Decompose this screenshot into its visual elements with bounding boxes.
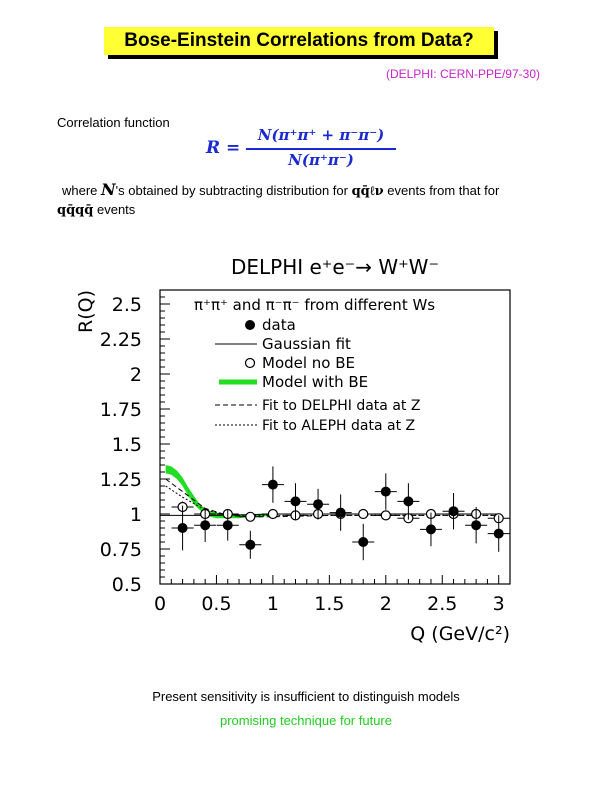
data-point [223, 520, 233, 530]
data-point [245, 540, 255, 550]
formula-denominator: N(π⁺π⁻) [288, 151, 354, 169]
data-point [178, 523, 188, 533]
y-tick-label: 0.5 [111, 574, 142, 596]
x-tick-label: 3 [492, 593, 505, 615]
model-no-be-point [268, 510, 277, 519]
reference-citation: (DELPHI: CERN-PPE/97-30) [385, 67, 540, 81]
process-qqqq: qq̄qq̄ [57, 203, 94, 218]
explanation-line-2 [57, 202, 135, 218]
x-tick-label: 1 [266, 593, 279, 615]
correlation-label: Correlation function [57, 115, 170, 130]
x-axis-label: Q (GeV/c²) [410, 623, 510, 645]
explanation-line-1 [62, 178, 499, 204]
conclusion-text: Present sensitivity is insufficient to distinguish models [152, 689, 460, 704]
data-point [200, 520, 210, 530]
y-tick-label: 2.5 [111, 294, 142, 316]
y-tick-label: 1.25 [99, 469, 142, 491]
chart-title: DELPHI e⁺e⁻→ W⁺W⁻ [230, 255, 440, 279]
data-point [494, 529, 504, 539]
page-title: Bose-Einstein Correlations from Data? [124, 30, 474, 51]
x-tick-label: 0 [153, 593, 167, 615]
y-tick-label: 2 [129, 364, 142, 386]
model-no-be-point [246, 512, 255, 521]
formula-lhs: R = [206, 138, 241, 158]
formula-numerator: N(π⁺π⁺ + π⁻π⁻) [257, 126, 385, 144]
where-events: events [96, 202, 136, 217]
data-point [290, 496, 300, 506]
data-point [336, 508, 346, 518]
future-note: promising technique for future [220, 713, 392, 728]
data-point [358, 537, 368, 547]
correlation-chart [0, 240, 612, 660]
model-no-be-point [359, 510, 368, 519]
y-tick-label: 2.25 [99, 329, 142, 351]
x-tick-label: 1.5 [314, 593, 345, 615]
y-axis-label: R(Q) [75, 290, 97, 333]
legend-entry: Fit to DELPHI data at Z [262, 398, 421, 414]
x-tick-label: 2.5 [427, 593, 458, 615]
data-point [268, 480, 278, 490]
legend-title: π⁺π⁺ and π⁻π⁻ from different Ws [194, 296, 436, 314]
y-tick-label: 0.75 [99, 539, 142, 561]
legend-entry: Gaussian fit [262, 335, 351, 353]
data-point [426, 524, 436, 534]
correlation-formula [206, 126, 396, 170]
x-tick-label: 0.5 [201, 593, 232, 615]
title-banner [104, 27, 494, 55]
legend-data-marker [245, 320, 255, 330]
y-tick-label: 1.75 [99, 399, 142, 421]
x-tick-label: 2 [379, 593, 392, 615]
process-qqlnu: qq̄ℓν [351, 184, 384, 199]
where-suffix: events from that for [387, 183, 500, 198]
legend-entry: Fit to ALEPH data at Z [262, 418, 416, 434]
where-mid: 's obtained by subtracting distribution for [115, 183, 348, 198]
fraction-bar [246, 148, 396, 150]
legend-entry: Model no BE [262, 354, 356, 372]
where-prefix: where [62, 183, 98, 198]
data-point [471, 520, 481, 530]
legend-entry: data [262, 316, 296, 334]
legend-entry: Model with BE [262, 373, 369, 391]
y-tick-label: 1 [129, 504, 142, 526]
data-point [381, 487, 391, 497]
where-symbol: N [101, 180, 116, 199]
data-point [313, 499, 323, 509]
y-tick-label: 1.5 [111, 434, 142, 456]
model-no-be-point [381, 511, 390, 520]
legend-no-be-marker [246, 359, 255, 368]
data-point [403, 496, 413, 506]
data-point [449, 506, 459, 516]
